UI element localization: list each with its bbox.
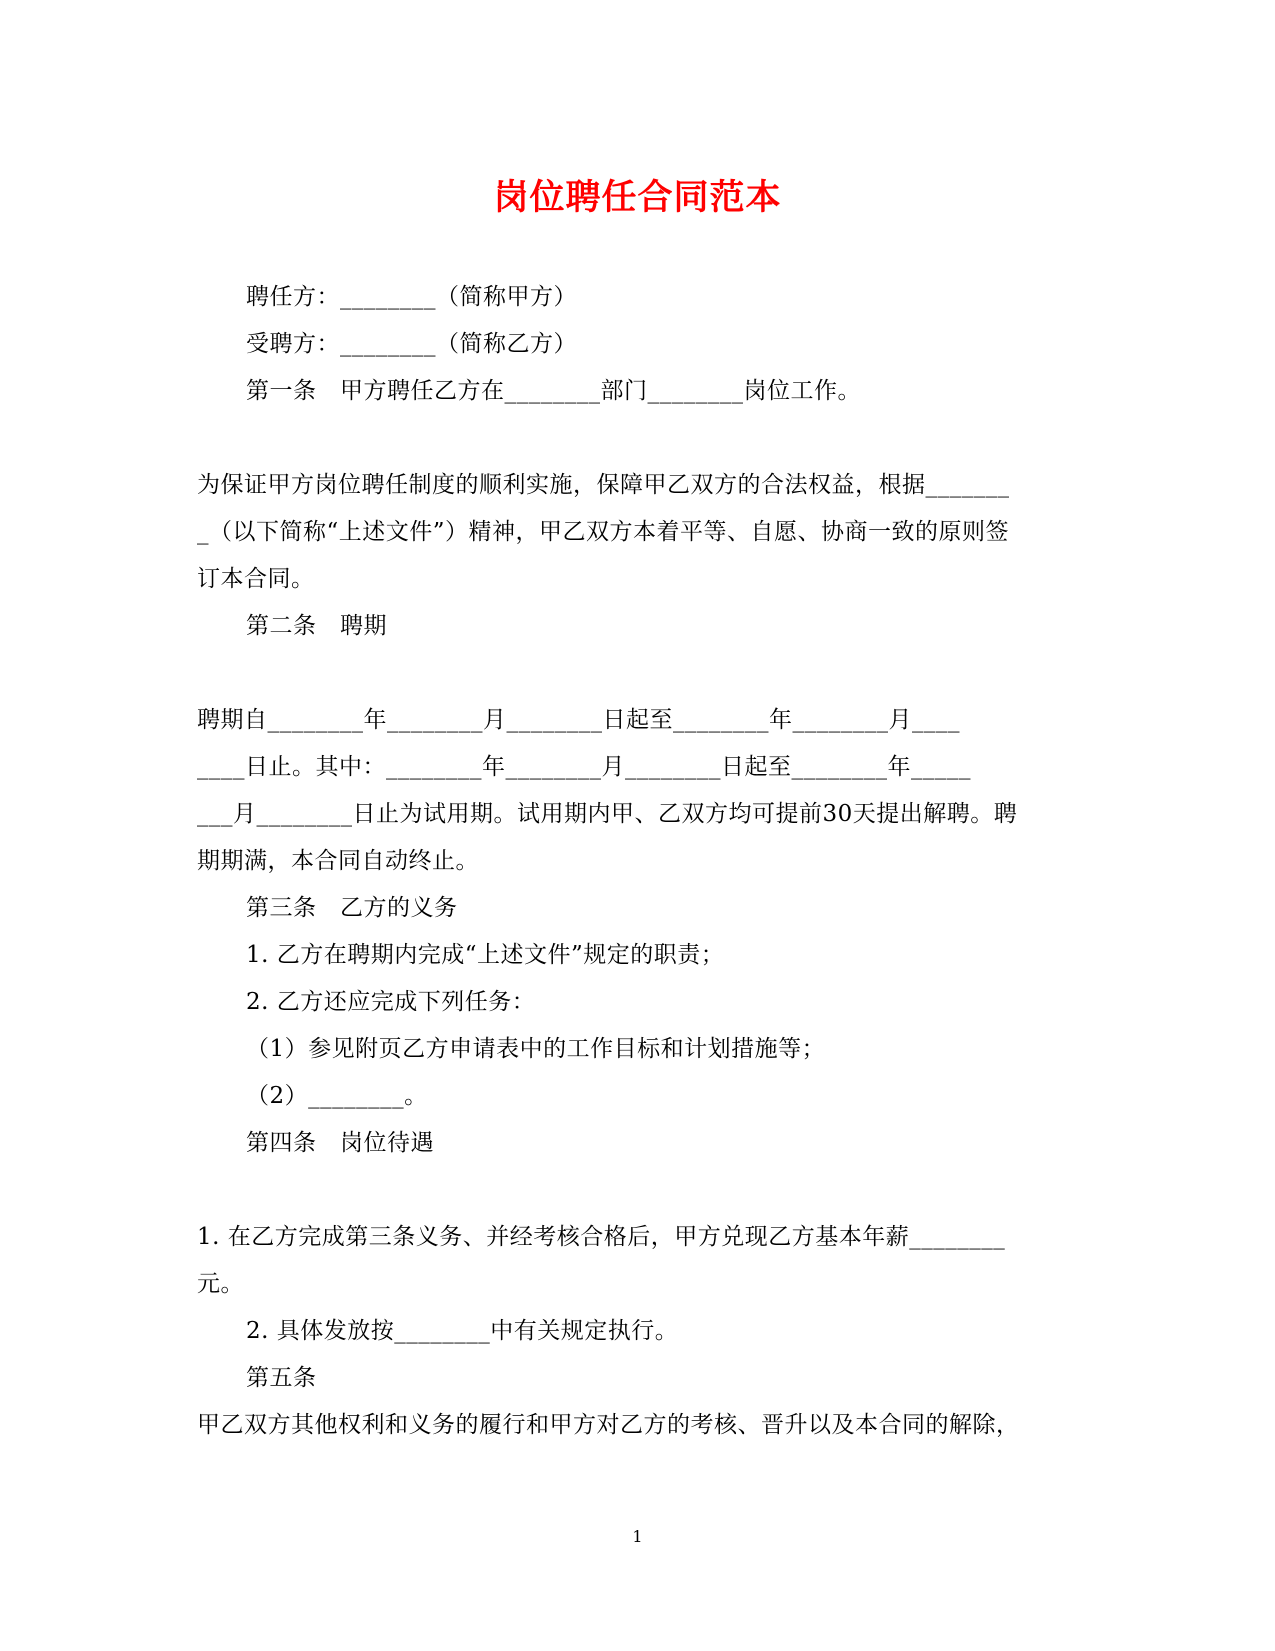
paragraph-line: ____日止。其中：________年________月________日起至________年_____: [197, 754, 971, 780]
paragraph-line: 聘期自________年________月________日起至________年________月____: [197, 707, 960, 733]
page-number: 1: [632, 1527, 643, 1546]
paragraph-line: 1. 在乙方完成第三条义务、并经考核合格后，甲方兑现乙方基本年薪________: [197, 1224, 1006, 1250]
paragraph-line: _（以下简称“上述文件”）精神，甲乙双方本着平等、自愿、协商一致的原则签: [197, 519, 1010, 545]
paragraph-line: 期期满，本合同自动终止。: [197, 848, 479, 874]
document-title: 岗位聘任合同范本: [493, 177, 782, 218]
list-item: 2. 具体发放按________中有关规定执行。: [246, 1318, 679, 1344]
article-2-heading: 第二条 聘期: [246, 613, 387, 639]
paragraph-line: 甲乙双方其他权利和义务的履行和甲方对乙方的考核、晋升以及本合同的解除，: [197, 1412, 1020, 1438]
paragraph-line: 元。: [197, 1271, 244, 1297]
paragraph-line: 为保证甲方岗位聘任制度的顺利实施，保障甲乙双方的合法权益，根据_______: [197, 472, 1010, 498]
article-1: 第一条 甲方聘任乙方在________部门________岗位工作。: [246, 378, 861, 404]
employee-line: 受聘方：________（简称乙方）: [246, 331, 577, 357]
list-item: （2）________。: [246, 1083, 428, 1109]
employer-line: 聘任方：________（简称甲方）: [246, 284, 577, 310]
paragraph-line: ___月________日止为试用期。试用期内甲、乙双方均可提前30天提出解聘。聘: [197, 801, 1018, 827]
list-item: 2. 乙方还应完成下列任务：: [246, 989, 536, 1015]
article-4-heading: 第四条 岗位待遇: [246, 1130, 434, 1156]
list-item: （1）参见附页乙方申请表中的工作目标和计划措施等；: [246, 1036, 826, 1062]
paragraph-line: 订本合同。: [197, 566, 315, 592]
article-3-heading: 第三条 乙方的义务: [246, 895, 458, 921]
article-5-heading: 第五条: [246, 1365, 317, 1391]
list-item: 1. 乙方在聘期内完成“上述文件”规定的职责；: [246, 942, 725, 968]
